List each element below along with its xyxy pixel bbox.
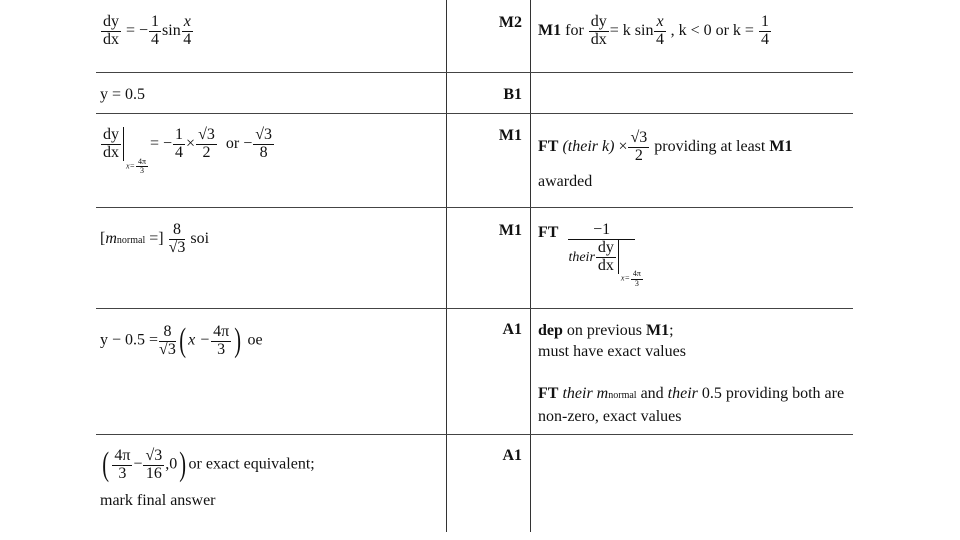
paren: )	[234, 322, 242, 359]
mark-m1: M1	[498, 127, 522, 144]
paren: (	[179, 322, 186, 359]
mark-m1: M1	[498, 222, 522, 239]
mark-b1: B1	[503, 86, 522, 103]
denominator: 2	[634, 146, 643, 164]
numerator: 1	[151, 13, 160, 30]
denominator: 8	[259, 143, 268, 161]
text: or exact equivalent;	[188, 455, 315, 473]
eval-var: x=	[620, 274, 630, 284]
guidance-row4	[538, 221, 853, 288]
answer-gradient-at-point	[100, 126, 440, 175]
row-divider	[96, 308, 853, 309]
denominator: √3	[159, 340, 176, 358]
denominator: 4	[151, 30, 160, 48]
text: and	[636, 385, 668, 402]
row-divider	[96, 72, 853, 73]
numerator: 4π	[632, 269, 641, 279]
sin-text: sin	[162, 21, 181, 39]
mark-code: M1	[646, 322, 670, 339]
denominator: dx	[103, 143, 119, 161]
denominator: 3	[634, 278, 639, 288]
answer-intercept	[100, 446, 440, 510]
subscript: normal	[608, 390, 637, 401]
equals-minus: = −	[150, 134, 173, 152]
mark-a1: A1	[502, 447, 522, 464]
text: ;	[669, 322, 674, 339]
times: ×	[618, 137, 628, 155]
numerator: dy	[103, 13, 119, 30]
or-text: or	[225, 134, 240, 152]
mark-a1: A1	[502, 321, 522, 338]
row-divider	[96, 434, 853, 435]
denominator: dx	[103, 30, 119, 48]
x-minus: x −	[188, 331, 211, 349]
numerator: 1	[760, 13, 769, 30]
denominator: 4	[175, 143, 184, 161]
guidance-row1	[538, 14, 853, 49]
subscript: normal	[116, 234, 146, 246]
guidance-row5	[538, 320, 853, 427]
denominator: 3	[118, 464, 127, 482]
answer-normal-equation	[100, 322, 440, 360]
text: must have exact values	[538, 343, 686, 360]
minus: −	[243, 134, 253, 152]
mark-code: M1	[769, 137, 793, 155]
numerator: 1	[175, 126, 184, 143]
denominator: dx	[590, 30, 607, 48]
denominator: 4	[656, 30, 665, 48]
text: awarded	[538, 172, 593, 190]
m-symbol: m	[596, 385, 609, 402]
their-k: (their k)	[562, 137, 615, 155]
numerator: −1	[568, 222, 634, 240]
answer-normal-gradient	[100, 222, 440, 257]
condition-text: , k < 0 or k =	[670, 21, 758, 39]
dep-text: dep	[538, 322, 563, 339]
eval-var: x=	[126, 161, 135, 171]
mark-m2: M2	[498, 14, 522, 31]
denominator: dx	[597, 256, 614, 274]
paren: )	[179, 446, 187, 483]
denominator: 4	[183, 30, 192, 48]
numerator: 4π	[114, 446, 131, 464]
guidance-row3	[538, 130, 853, 192]
their-text: their	[562, 385, 593, 402]
their-text: their	[667, 385, 698, 402]
text: mark final answer	[100, 492, 216, 509]
numerator: dy	[597, 238, 614, 256]
their-text: their	[568, 249, 595, 265]
numerator: x	[656, 13, 664, 30]
denominator: 2	[202, 143, 211, 161]
mark-code: M1	[538, 21, 562, 39]
numerator: dy	[103, 126, 119, 143]
numerator: √3	[198, 126, 215, 143]
denominator: 16	[145, 464, 162, 482]
equals-minus: = −	[126, 21, 149, 39]
bracket: [	[100, 229, 106, 247]
text: for	[561, 21, 588, 39]
numerator: √3	[630, 129, 648, 146]
text: 0.5 providing both are non-zero, exact values	[538, 385, 845, 425]
soi-text: soi	[190, 229, 210, 247]
ft-code: FT	[538, 224, 559, 241]
m-symbol: m	[105, 229, 117, 247]
denominator: 4	[760, 30, 769, 48]
denominator: √3	[168, 238, 186, 256]
ft-code: FT	[538, 137, 559, 155]
column-divider	[530, 0, 531, 532]
row-divider	[96, 113, 853, 114]
denominator: 3	[139, 165, 144, 175]
numerator: dy	[590, 13, 607, 30]
equals: =]	[145, 229, 164, 247]
answer-y-value: y = 0.5	[100, 86, 146, 103]
numerator: 8	[159, 324, 176, 342]
text: providing at least	[650, 137, 770, 155]
ft-code: FT	[538, 385, 559, 402]
column-divider	[446, 0, 447, 532]
text: on previous	[562, 322, 647, 339]
paren: (	[102, 446, 110, 483]
numerator: √3	[255, 126, 272, 143]
equation-text: = k sin	[609, 21, 654, 39]
oe-text: oe	[247, 331, 263, 349]
numerator: 4π	[213, 322, 230, 340]
numerator: x	[183, 13, 191, 30]
row-divider	[96, 207, 853, 208]
numerator: √3	[145, 446, 163, 464]
denominator: 3	[217, 340, 226, 358]
zero: ,0	[165, 455, 178, 473]
lhs: y − 0.5 =	[100, 331, 159, 349]
numerator: 4π	[137, 156, 146, 166]
numerator: 8	[169, 222, 186, 240]
minus: −	[133, 455, 143, 473]
answer-derivative	[100, 14, 440, 49]
times: ×	[186, 134, 196, 152]
